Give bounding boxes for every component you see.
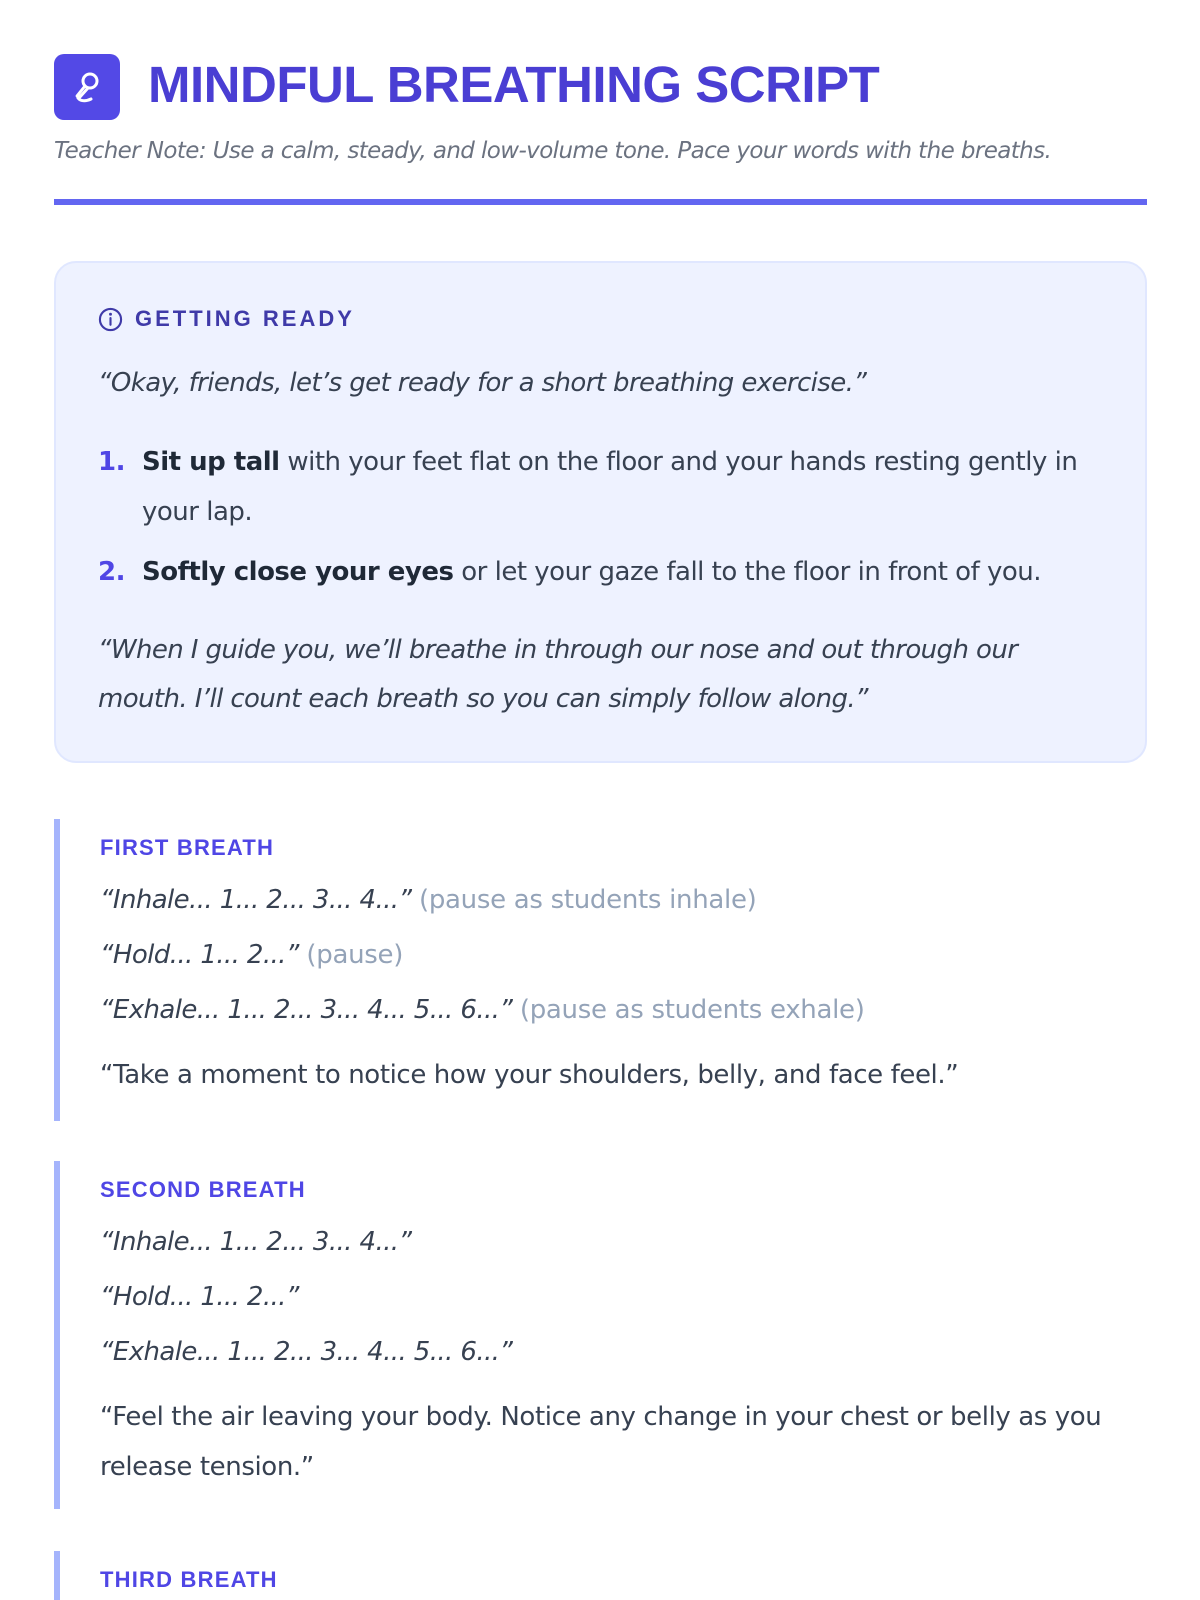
breath-title: SECOND BREATH: [100, 1177, 306, 1202]
breath-line-exhale: [100, 983, 1147, 1038]
step-number: 2.: [98, 557, 125, 587]
header: [54, 0, 1125, 199]
breath-line-inhale: [100, 873, 1147, 928]
microphone-icon: [54, 54, 120, 120]
pause-cue: (pause): [306, 940, 404, 970]
breath-line-hold: [100, 928, 1147, 983]
breath-quote: “Inhale... 1... 2... 3... 4...”: [100, 1227, 412, 1257]
reflection-text: “Take a moment to notice how your shoulders, belly, and face feel.”: [100, 1060, 959, 1090]
step-item: [98, 547, 1108, 597]
getting-ready-card: [54, 261, 1147, 763]
step-body: or let your gaze fall to the floor in front of you.: [453, 557, 1042, 587]
breath-line-inhale: [100, 1215, 1147, 1270]
steps-list: [98, 437, 1108, 607]
title-row: [54, 54, 1125, 120]
pause-cue: (pause as students exhale): [519, 995, 865, 1025]
step-body: with your feet flat on the floor and your hands resting gently in your lap.: [142, 447, 1078, 527]
step-number: 1.: [98, 447, 125, 477]
info-icon: [98, 307, 123, 332]
breath-title: FIRST BREATH: [100, 835, 275, 860]
breath-line-exhale: [100, 1325, 1147, 1380]
microphone-icon-svg: [69, 69, 105, 105]
page-title: MINDFUL BREATHING SCRIPT: [148, 56, 880, 113]
step-text: [142, 437, 1108, 537]
breath-line-hold: [100, 1270, 1147, 1325]
step-emphasis: Sit up tall: [142, 447, 280, 477]
breath-quote: “Exhale... 1... 2... 3... 4... 5... 6...”: [100, 1337, 513, 1367]
pause-cue: (pause as students inhale): [419, 885, 757, 915]
breath-section-third: [54, 1551, 1147, 1600]
breath-section-second: [54, 1161, 1147, 1509]
step-emphasis: Softly close your eyes: [142, 557, 454, 587]
breath-quote: “Inhale... 1... 2... 3... 4...”: [100, 885, 412, 915]
getting-ready-header: [98, 306, 355, 332]
breath-lines: [100, 1215, 1147, 1380]
step-item: [98, 437, 1108, 537]
breath-quote: “Hold... 1... 2...”: [100, 940, 299, 970]
closing-quote: “When I guide you, we’ll breathe in through our nose and out through our mouth. I’ll count each breath so you can simply follow along.”: [98, 635, 1018, 714]
breath-title: THIRD BREATH: [100, 1567, 278, 1592]
breath-lines: [100, 873, 1147, 1038]
breath-section-first: [54, 819, 1147, 1121]
breath-quote: “Hold... 1... 2...”: [100, 1282, 299, 1312]
header-divider: [54, 199, 1147, 205]
breath-quote: “Exhale... 1... 2... 3... 4... 5... 6...”: [100, 995, 513, 1025]
teacher-note: Teacher Note: Use a calm, steady, and low-volume tone. Pace your words with the breaths.: [54, 138, 1052, 164]
intro-quote: “Okay, friends, let’s get ready for a short breathing exercise.”: [98, 368, 867, 398]
step-text: [142, 547, 1041, 597]
getting-ready-title: GETTING READY: [135, 306, 355, 331]
reflection-text: “Feel the air leaving your body. Notice any change in your chest or belly as you release tension.”: [100, 1402, 1102, 1482]
